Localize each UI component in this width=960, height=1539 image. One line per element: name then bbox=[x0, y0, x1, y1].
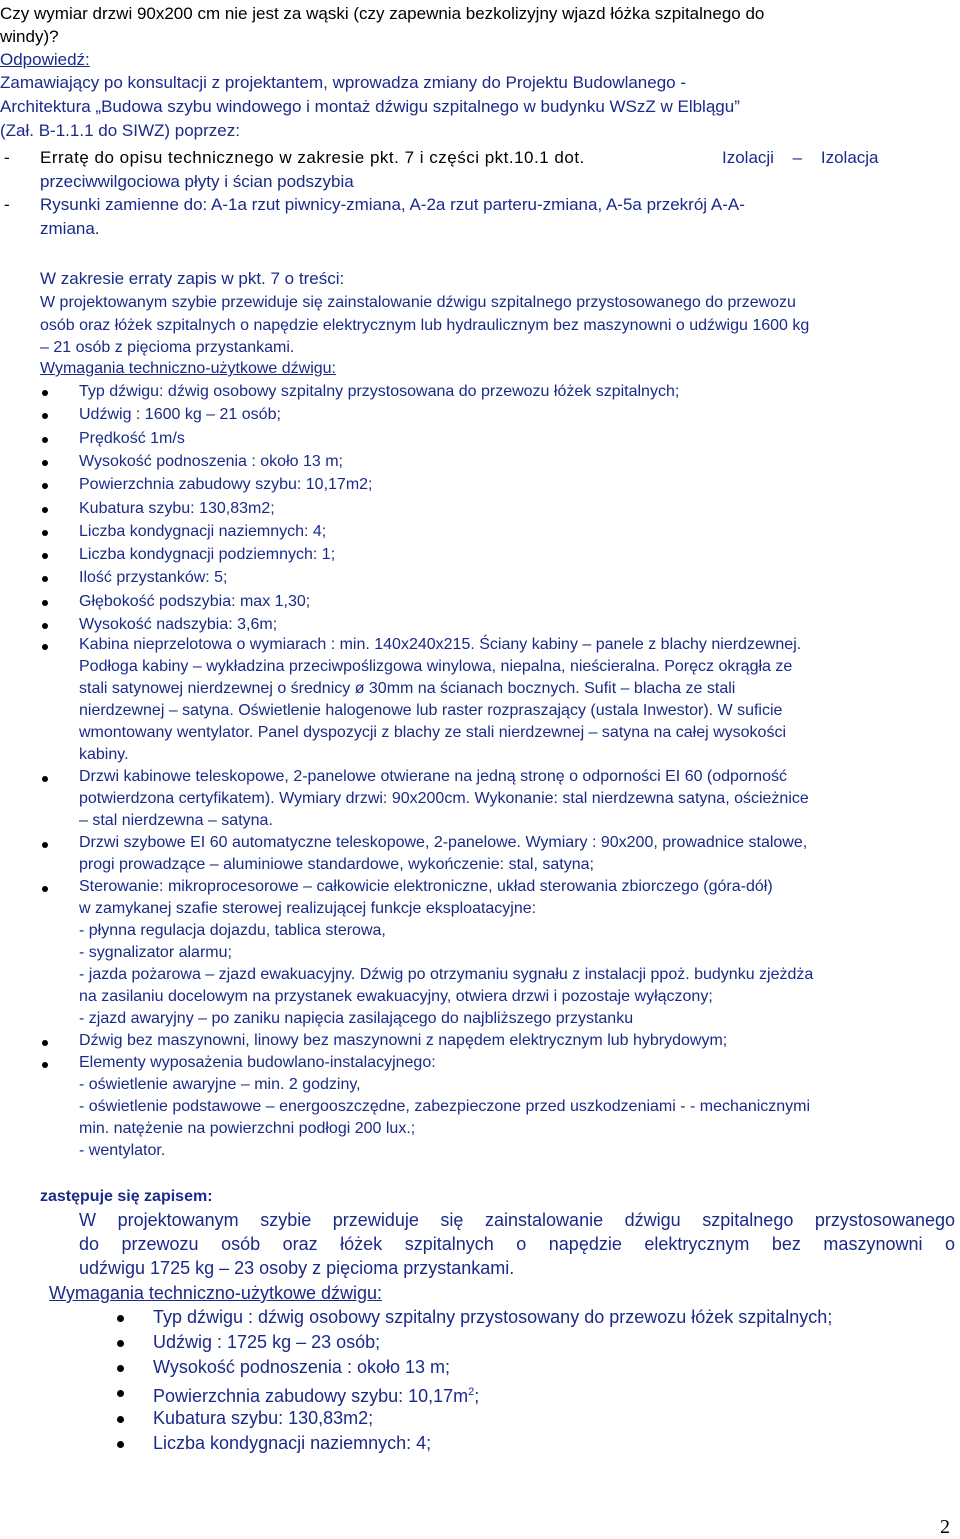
new-p-line-2: do przewozu osób oraz łóżek szpitalnych o napędzie elektrycznym bez maszynowni o bbox=[79, 1234, 955, 1254]
drzwi-kab-line-1: Drzwi kabinowe teleskopowe, 2-panelowe otwierane na jedną stronę o odporności EI 60 (odporność bbox=[79, 768, 787, 785]
kabina-line-3: stali satynowej nierdzewnej o średnicy ø 30mm na ścianach bocznych. Sufit – blacha ze stali bbox=[79, 680, 736, 697]
errata-heading: W zakresie erraty zapis w pkt. 7 o treści: bbox=[40, 269, 345, 288]
bullet-icon bbox=[42, 1062, 48, 1068]
kabina-line-4: nierdzewnej – satyna. Oświetlenie halogenowe lub raster rozpraszający (ustala Inwestor). W suficie bbox=[79, 702, 783, 719]
bullet-icon bbox=[42, 507, 48, 513]
answer-p1-line-3: (Zał. B-1.1.1 do SIWZ) poprzez: bbox=[0, 121, 240, 140]
new-item-2: Udźwig : 1725 kg – 23 osób; bbox=[153, 1332, 381, 1352]
orig-item: Liczba kondygnacji naziemnych: 4; bbox=[79, 523, 327, 540]
orig-item: Ilość przystanków: 5; bbox=[79, 569, 228, 586]
orig-item: Prędkość 1m/s bbox=[79, 430, 185, 447]
orig-p-line-3: – 21 osób z pięcioma przystankami. bbox=[40, 339, 295, 356]
dash-marker: - bbox=[4, 148, 10, 167]
sterowanie-line-6: na zasilaniu docelowym na przystanek ewakuacyjny, otwiera drzwi i pozostaje wyłączony; bbox=[79, 988, 713, 1005]
bullet-icon bbox=[117, 1390, 124, 1397]
bullet-icon bbox=[42, 437, 48, 443]
orig-item: Wysokość podnoszenia : około 13 m; bbox=[79, 453, 343, 470]
new-item-4-text: Powierzchnia zabudowy szybu: 10,17m bbox=[153, 1386, 469, 1406]
dash-2-line-1: Rysunki zamienne do: A-1a rzut piwnicy-zmiana, A-2a rzut parteru-zmiana, A-5a przekrój A-A- bbox=[40, 195, 745, 214]
answer-p1-line-2: Architektura „Budowa szybu windowego i montaż dźwigu szpitalnego w budynku WSzZ w Elblągu” bbox=[0, 97, 740, 116]
bullet-icon bbox=[117, 1340, 124, 1347]
bullet-icon bbox=[42, 390, 48, 396]
elementy-line-1: Elementy wyposażenia budowlano-instalacyjnego: bbox=[79, 1054, 436, 1071]
new-item-5: Kubatura szybu: 130,83m2; bbox=[153, 1408, 374, 1428]
answer-p1-line-1: Zamawiający po konsultacji z projektantem, wprowadza zmiany do Projektu Budowlanego - bbox=[0, 73, 687, 92]
bullet-icon bbox=[42, 413, 48, 419]
bullet-icon bbox=[42, 530, 48, 536]
kabina-line-2: Podłoga kabiny – wykładzina przeciwpoślizgowa winylowa, niepalna, nieścieralna. Poręcz okrągła ze bbox=[79, 658, 793, 675]
bullet-icon bbox=[117, 1416, 124, 1423]
drzwi-szyb-line-2: progi prowadzące – aluminiowe standardowe, wykończenie: stal, satyna; bbox=[79, 856, 594, 873]
orig-item: Powierzchnia zabudowy szybu: 10,17m2; bbox=[79, 476, 373, 493]
bullet-icon bbox=[42, 886, 48, 892]
new-item-3: Wysokość podnoszenia : około 13 m; bbox=[153, 1357, 450, 1377]
replace-heading: zastępuje się zapisem: bbox=[40, 1188, 213, 1205]
orig-item: Kubatura szybu: 130,83m2; bbox=[79, 500, 275, 517]
answer-label: Odpowiedź: bbox=[0, 50, 90, 69]
sterowanie-line-3: - płynna regulacja dojazdu, tablica sterowa, bbox=[79, 922, 386, 939]
question-line-2: windy)? bbox=[0, 27, 59, 46]
new-item-4 bbox=[153, 1380, 479, 1408]
elementy-line-5: - wentylator. bbox=[79, 1142, 166, 1159]
superscript: 2 bbox=[468, 1386, 475, 1398]
dash-1-line-1-tail: Izolacji – Izolacja bbox=[722, 148, 879, 167]
sterowanie-line-4: - sygnalizator alarmu; bbox=[79, 944, 232, 961]
orig-item: Liczba kondygnacji podziemnych: 1; bbox=[79, 546, 336, 563]
new-item-4-tail: ; bbox=[474, 1386, 480, 1406]
page-number: 2 bbox=[940, 1516, 950, 1538]
new-req-heading: Wymagania techniczno-użytkowe dźwigu: bbox=[49, 1283, 382, 1303]
bullet-icon bbox=[42, 460, 48, 466]
orig-item: Głębokość podszybia: max 1,30; bbox=[79, 593, 311, 610]
sterowanie-line-1: Sterowanie: mikroprocesorowe – całkowicie elektroniczne, układ sterowania zbiorczego (góra-dół) bbox=[79, 878, 773, 895]
bullet-icon bbox=[42, 842, 48, 848]
bullet-icon bbox=[117, 1365, 124, 1372]
sterowanie-line-5: - jazda pożarowa – zjazd ewakuacyjny. Dźwig po otrzymaniu sygnału z instalacji ppoż. budynku zjeżdża bbox=[79, 966, 814, 983]
orig-item: Typ dźwigu: dźwig osobowy szpitalny przystosowana do przewozu łóżek szpitalnych; bbox=[79, 383, 680, 400]
bullet-icon bbox=[42, 576, 48, 582]
kabina-line-6: kabiny. bbox=[79, 746, 129, 763]
elementy-line-2: - oświetlenie awaryjne – min. 2 godziny, bbox=[79, 1076, 361, 1093]
orig-item: Wysokość nadszybia: 3,6m; bbox=[79, 616, 278, 633]
drzwi-szyb-line-1: Drzwi szybowe EI 60 automatyczne teleskopowe, 2-panelowe. Wymiary : 90x200, prowadnice stalowe, bbox=[79, 834, 808, 851]
orig-p-line-2: osób oraz łóżek szpitalnych o napędzie elektrycznym lub hydraulicznym bez maszynowni o udźwigu 1600 kg bbox=[40, 317, 810, 334]
new-item-6: Liczba kondygnacji naziemnych: 4; bbox=[153, 1433, 432, 1453]
kabina-line-5: wmontowany wentylator. Panel dyspozycji z blachy ze stali nierdzewnej – satyna na całej wysokości bbox=[79, 724, 787, 741]
orig-item: Udźwig : 1600 kg – 21 osób; bbox=[79, 406, 281, 423]
kabina-line-1: Kabina nieprzelotowa o wymiarach : min. 140x240x215. Ściany kabiny – panele z blachy nierdzewnej. bbox=[79, 636, 802, 653]
bullet-icon bbox=[117, 1315, 124, 1322]
new-p-line-3: udźwigu 1725 kg – 23 osoby z pięcioma przystankami. bbox=[79, 1258, 515, 1278]
bullet-icon bbox=[42, 483, 48, 489]
elementy-line-3: - oświetlenie podstawowe – energooszczędne, zabezpieczone przed uszkodzeniami - - mechanicznymi bbox=[79, 1098, 811, 1115]
dash-2-line-2: zmiana. bbox=[40, 219, 100, 238]
elementy-line-4: min. natężenie na powierzchni podłogi 200 lux.; bbox=[79, 1120, 416, 1137]
sterowanie-line-7: - zjazd awaryjny – po zaniku napięcia zasilającego do najbliższego przystanku bbox=[79, 1010, 634, 1027]
new-item-1: Typ dźwigu : dźwig osobowy szpitalny przystosowany do przewozu łóżek szpitalnych; bbox=[153, 1307, 833, 1327]
drzwi-kab-line-3: – stal nierdzewna – satyna. bbox=[79, 812, 273, 829]
dash-1-line-2: przeciwwilgociowa płyty i ścian podszybia bbox=[40, 172, 354, 191]
dash-marker: - bbox=[4, 195, 10, 214]
new-p-line-1: W projektowanym szybie przewiduje się zainstalowanie dźwigu szpitalnego przystosowanego bbox=[79, 1210, 955, 1230]
bullet-icon bbox=[42, 600, 48, 606]
bullet-icon bbox=[42, 644, 48, 650]
bullet-icon bbox=[42, 623, 48, 629]
question-line-1: Czy wymiar drzwi 90x200 cm nie jest za wąski (czy zapewnia bezkolizyjny wjazd łóżka szpitalnego do bbox=[0, 4, 765, 23]
bez-maszynowni-line: Dźwig bez maszynowni, linowy bez maszynowni z napędem elektrycznym lub hybrydowym; bbox=[79, 1032, 728, 1049]
orig-req-heading: Wymagania techniczno-użytkowe dźwigu: bbox=[40, 360, 336, 377]
drzwi-kab-line-2: potwierdzona certyfikatem). Wymiary drzwi: 90x200cm. Wykonanie: stal nierdzewna satyna, ościeżnice bbox=[79, 790, 809, 807]
sterowanie-line-2: w zamykanej szafie sterowej realizującej funkcje eksploatacyjne: bbox=[79, 900, 537, 917]
bullet-icon bbox=[117, 1441, 124, 1448]
orig-p-line-1: W projektowanym szybie przewiduje się zainstalowanie dźwigu szpitalnego przystosowanego do przewozu bbox=[40, 294, 796, 311]
bullet-icon bbox=[42, 776, 48, 782]
bullet-icon bbox=[42, 553, 48, 559]
bullet-icon bbox=[42, 1040, 48, 1046]
dash-1-line-1: Erratę do opisu technicznego w zakresie pkt. 7 i części pkt.10.1 dot. bbox=[40, 148, 585, 167]
